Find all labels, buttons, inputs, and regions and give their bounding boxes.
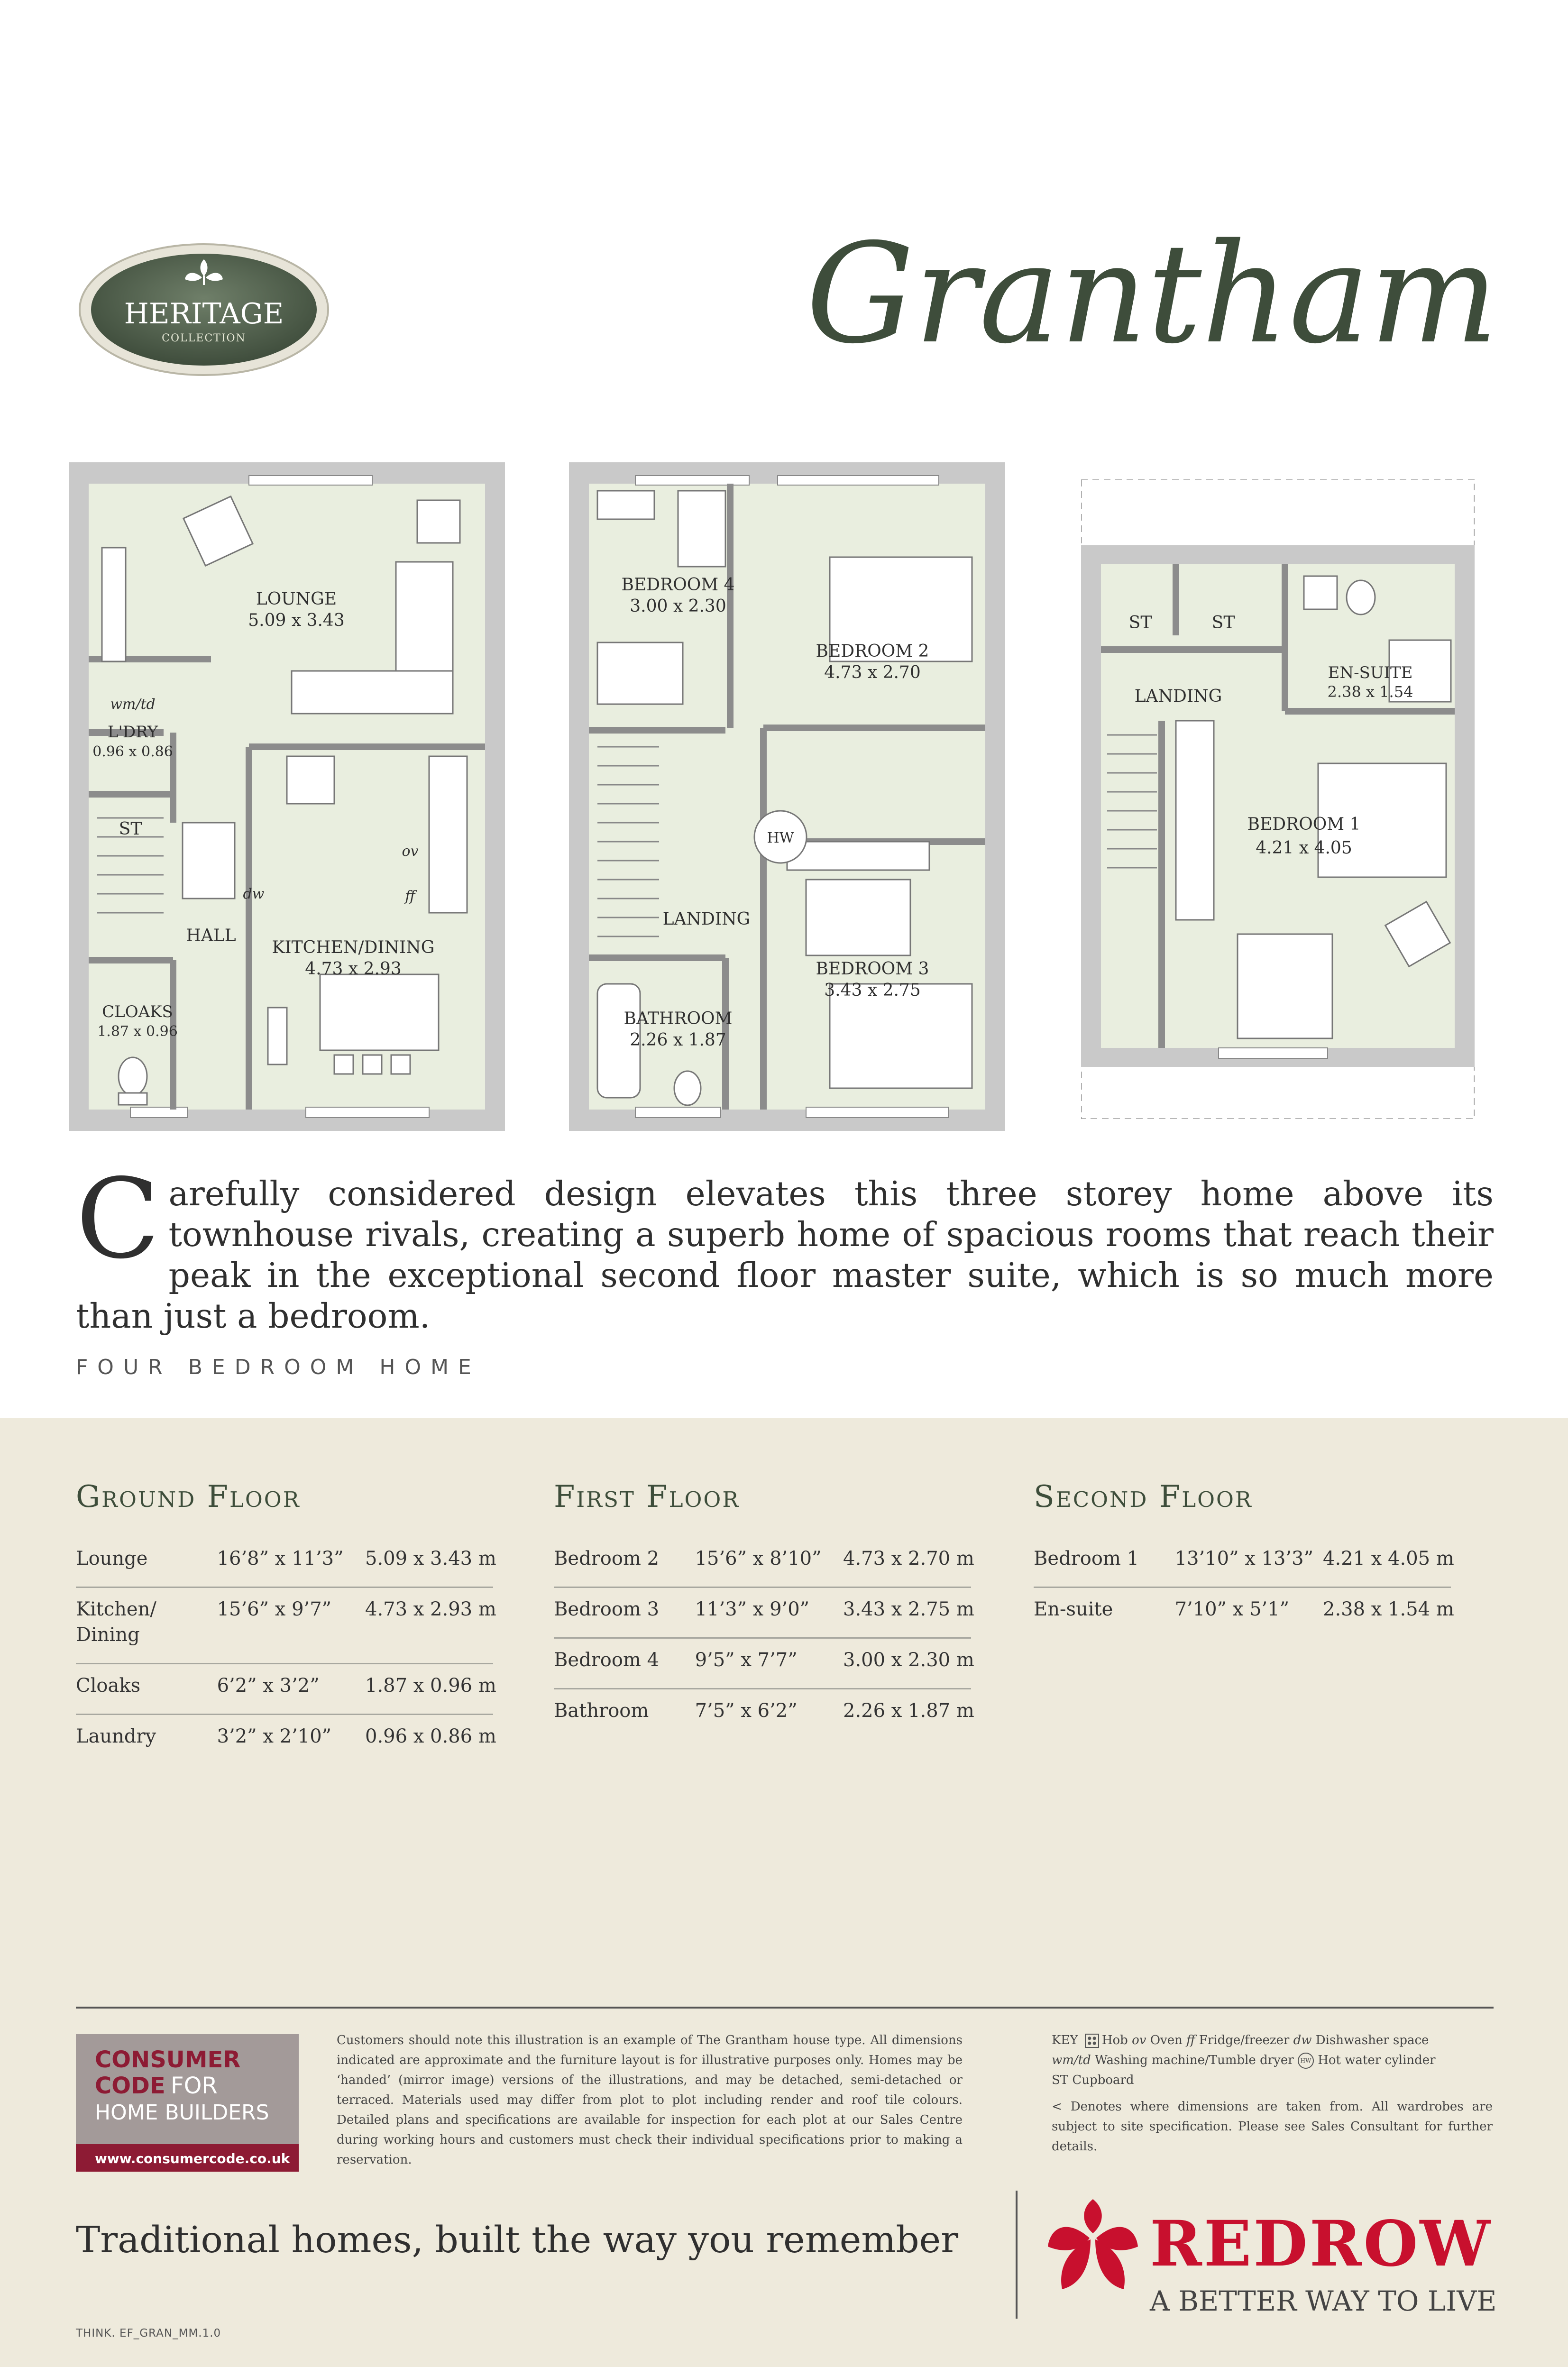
table-row xyxy=(554,1689,974,1739)
first-floor-plan xyxy=(569,462,1005,1131)
page-title-wrapper xyxy=(806,199,1498,379)
metric-cell: 2.38 x 1.54 m xyxy=(1323,1598,1454,1620)
imperial-cell: 13’10” x 13’3” xyxy=(1174,1548,1314,1569)
room-name: LANDING xyxy=(662,909,751,929)
key-wmtd-code: wm/td xyxy=(1052,2053,1091,2067)
cc-url: www.consumercode.co.uk xyxy=(95,2151,290,2166)
room-name: KITCHEN/DINING xyxy=(272,938,435,957)
ground-floor-plan xyxy=(69,462,505,1131)
room-name: ST xyxy=(1128,613,1152,633)
room-cell: Bedroom 3 xyxy=(554,1598,660,1620)
table-row xyxy=(76,1588,496,1664)
tagline: Traditional homes, built the way you remember xyxy=(76,2219,959,2261)
floor-title: Ground Floor xyxy=(76,1479,301,1514)
key-ff-code: ff xyxy=(1186,2033,1195,2047)
table-row xyxy=(1034,1537,1454,1588)
brand-divider xyxy=(1016,2191,1018,2319)
metric-cell: 0.96 x 0.86 m xyxy=(365,1725,496,1747)
room-cell: Lounge xyxy=(76,1548,148,1569)
key-legend xyxy=(1052,2030,1493,2156)
room-name: LANDING xyxy=(1134,687,1222,706)
cc-line2a: CODE xyxy=(95,2073,165,2099)
room-dims: 4.73 x 2.70 xyxy=(824,663,921,682)
brand-name: REDROW xyxy=(1150,2207,1492,2281)
first-floor-table xyxy=(554,1479,974,1739)
room-name: wm/td xyxy=(110,696,156,713)
room-cell: En-suite xyxy=(1034,1598,1113,1620)
drop-cap: C xyxy=(76,1155,160,1283)
disclaimer: Customers should note this illustration is an example of The Grantham house type. All dimensions indicated are approximate and the furniture layout is for illustrative purposes only. Homes may be ‘handed’ (mirror image) versions of the illustrations, and may be detached, semi-detached or terraced. Materials used may differ from plot to plot including render and roof tile colours. Detailed plans and specifications are available for inspection for each plot at our Sales Centre during working hours and customers must check their individual specifications prior to making a reservation. xyxy=(337,2033,963,2167)
page-title: Grantham xyxy=(806,214,1498,374)
room-dims: 0.96 x 0.86 xyxy=(92,743,173,760)
metric-cell: 5.09 x 3.43 m xyxy=(365,1548,496,1569)
appliance-code: dw xyxy=(243,886,265,902)
ground-floor-table xyxy=(76,1479,496,1764)
room-cell: Bathroom xyxy=(554,1700,649,1722)
cc-line3: HOME BUILDERS xyxy=(95,2101,269,2125)
room-dims: 2.26 x 1.87 xyxy=(630,1030,726,1050)
room-name: BEDROOM 4 xyxy=(621,575,735,595)
table-row xyxy=(1034,1588,1454,1637)
room-name: BEDROOM 3 xyxy=(816,959,929,979)
key-label: KEY xyxy=(1052,2033,1078,2047)
metric-cell: 4.73 x 2.93 m xyxy=(365,1598,496,1620)
room-name: EN-SUITE xyxy=(1328,663,1413,682)
room-cell: Kitchen/ Dining xyxy=(76,1598,156,1646)
key-ff: Fridge/freezer xyxy=(1199,2033,1290,2047)
second-floor-table xyxy=(1034,1479,1454,1637)
room-dims: 3.00 x 2.30 xyxy=(630,596,726,616)
table-row xyxy=(554,1588,974,1639)
key-ov-code: ov xyxy=(1132,2033,1146,2047)
room-name: ST xyxy=(1211,613,1235,633)
room-cell: Laundry xyxy=(76,1725,156,1747)
metric-cell: 4.73 x 2.70 m xyxy=(843,1548,974,1569)
key-st: ST Cupboard xyxy=(1052,2073,1134,2087)
imperial-cell: 9’5” x 7’7” xyxy=(695,1649,798,1671)
room-dims: 2.38 x 1.54 xyxy=(1327,683,1413,701)
brand-slogan: A BETTER WAY TO LIVE xyxy=(1150,2285,1497,2317)
footer-divider xyxy=(76,2007,1494,2009)
room-name: BEDROOM 1 xyxy=(1247,815,1361,834)
room-dims: 5.09 x 3.43 xyxy=(248,611,345,630)
consumer-code-logo xyxy=(76,2034,299,2172)
key-ov: Oven xyxy=(1150,2033,1183,2047)
metric-cell: 2.26 x 1.87 m xyxy=(843,1700,974,1722)
key-wmtd: Washing machine/Tumble dryer xyxy=(1095,2053,1294,2067)
table-row xyxy=(554,1639,974,1689)
heritage-title: HERITAGE xyxy=(124,297,284,330)
imperial-cell: 15’6” x 9’7” xyxy=(217,1598,332,1620)
appliance-code: ov xyxy=(402,843,419,860)
imperial-cell: 7’5” x 6’2” xyxy=(695,1700,798,1722)
imperial-cell: 7’10” x 5’1” xyxy=(1174,1598,1290,1620)
table-row xyxy=(76,1715,496,1764)
key-dw: Dishwasher space xyxy=(1315,2033,1429,2047)
appliance-code: ff xyxy=(405,888,415,905)
collection-subtitle: COLLECTION xyxy=(162,332,246,344)
imperial-cell: 11’3” x 9’0” xyxy=(695,1598,810,1620)
key-hob: Hob xyxy=(1101,2033,1128,2047)
key-dw-code: dw xyxy=(1293,2033,1312,2047)
room-dims: 4.21 x 4.05 xyxy=(1256,838,1352,858)
footer-reference: THINK. EF_GRAN_MM.1.0 xyxy=(76,2327,221,2339)
room-cell: Bedroom 4 xyxy=(554,1649,660,1671)
room-name: LOUNGE xyxy=(256,589,337,609)
table-row xyxy=(76,1664,496,1715)
room-name: ST xyxy=(119,819,142,839)
cc-line1: CONSUMER xyxy=(95,2046,241,2073)
description-text: arefully considered design elevates this three storey home above its townhouse rivals, creating a superb home of spacious rooms that reach their peak in the exceptional second floor master suite, which is so much more than just a bedroom. xyxy=(76,1174,1494,1336)
heritage-collection-logo xyxy=(76,239,332,377)
room-cell: Bedroom 1 xyxy=(1034,1548,1139,1569)
room-name: HW xyxy=(767,830,794,846)
metric-cell: 3.43 x 2.75 m xyxy=(843,1598,974,1620)
metric-cell: 1.87 x 0.96 m xyxy=(365,1675,496,1697)
cc-line2b: FOR xyxy=(171,2073,218,2099)
room-name: BEDROOM 2 xyxy=(816,642,929,661)
floor-title: Second Floor xyxy=(1034,1479,1253,1514)
redrow-leaf-icon xyxy=(1048,2199,1138,2289)
room-name: L'DRY xyxy=(107,723,158,742)
key-note: < Denotes where dimensions are taken from. All wardrobes are subject to site specification. Please see Sales Consultant for further details. xyxy=(1052,2100,1493,2154)
room-dims: 4.73 x 2.93 xyxy=(305,959,402,979)
room-name: HALL xyxy=(186,926,236,945)
room-name: BATHROOM xyxy=(624,1009,733,1028)
table-row xyxy=(76,1537,496,1588)
room-dims: 1.87 x 0.96 xyxy=(97,1023,178,1040)
room-cell: Bedroom 2 xyxy=(554,1548,660,1569)
description xyxy=(76,1155,1494,1337)
hob-icon xyxy=(1085,2034,1099,2048)
metric-cell: 4.21 x 4.05 m xyxy=(1323,1548,1454,1569)
imperial-cell: 3’2” x 2’10” xyxy=(217,1725,332,1747)
table-row xyxy=(554,1537,974,1588)
imperial-cell: 6’2” x 3’2” xyxy=(217,1675,320,1697)
redrow-logo xyxy=(1048,2194,1498,2318)
metric-cell: 3.00 x 2.30 m xyxy=(843,1649,974,1671)
room-cell: Cloaks xyxy=(76,1675,141,1697)
key-hw: Hot water cylinder xyxy=(1318,2053,1436,2067)
floor-title: First Floor xyxy=(554,1479,740,1514)
key-hw-code: HW xyxy=(1298,2053,1314,2069)
room-name: CLOAKS xyxy=(102,1002,173,1021)
second-floor-plan xyxy=(1081,479,1475,1119)
home-type-subtitle: FOUR BEDROOM HOME xyxy=(76,1355,481,1379)
imperial-cell: 15’6” x 8’10” xyxy=(695,1548,822,1569)
imperial-cell: 16’8” x 11’3” xyxy=(217,1548,344,1569)
room-dims: 3.43 x 2.75 xyxy=(824,981,921,1000)
